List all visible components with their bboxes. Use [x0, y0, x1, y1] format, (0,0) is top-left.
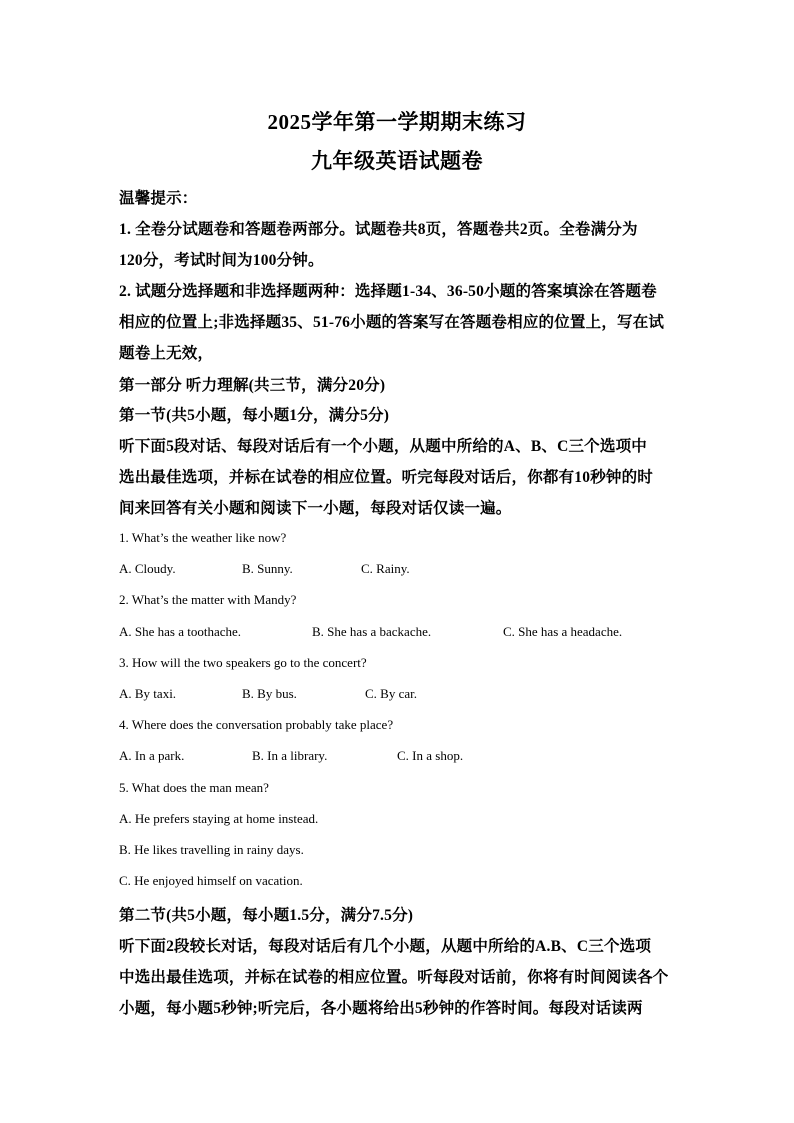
question-4-option-a: A. In a park. [119, 748, 185, 763]
section2-instructions-line2: 中选出最佳选项，并标在试卷的相应位置。听每段对话前，你将有时间阅读各个 [119, 969, 669, 986]
notice-item2-line3: 题卷上无效， [119, 345, 214, 362]
question-2-option-a: A. She has a toothache. [119, 624, 242, 639]
question-1-option-c: C. Rainy. [361, 561, 410, 576]
question-2-option-c: C. She has a headache. [503, 624, 623, 639]
question-1: 1. What’s the weather like now? [119, 530, 287, 545]
question-5-option-a: A. He prefers staying at home instead. [119, 811, 319, 826]
section1-instructions-line1: 听下面5段对话、每段对话后有一个小题，从题中所给的A、B、C三个选项中 [119, 438, 647, 455]
question-4: 4. Where does the conversation probably take place? [119, 717, 394, 732]
question-4-option-c: C. In a shop. [397, 748, 464, 763]
exam-title: 2025学年第一学期期末练习 [267, 110, 527, 134]
question-4-option-b: B. In a library. [252, 748, 328, 763]
question-1-option-a: A. Cloudy. [119, 561, 176, 576]
notice-heading: 温馨提示： [119, 190, 198, 207]
question-3-option-a: A. By taxi. [119, 686, 177, 701]
section1-instructions-line2: 选出最佳选项，并标在试卷的相应位置。听完每段对话后，你都有10秒钟的时 [119, 469, 654, 486]
question-5-option-b: B. He likes travelling in rainy days. [119, 842, 304, 857]
question-2-option-b: B. She has a backache. [312, 624, 432, 639]
question-5: 5. What does the man mean? [119, 780, 269, 795]
section2-heading: 第二节(共5小题，每小题1.5分，满分7.5分) [119, 907, 414, 924]
notice-item1-line1: 1. 全卷分试题卷和答题卷两部分。试题卷共8页，答题卷共2页。全卷满分为 [119, 221, 638, 238]
question-5-option-c: C. He enjoyed himself on vacation. [119, 873, 303, 888]
notice-item2-line1: 2. 试题分选择题和非选择题两种：选择题1-34、36-50小题的答案填涂在答题卷 [119, 283, 657, 300]
question-2: 2. What’s the matter with Mandy? [119, 592, 297, 607]
question-3-option-b: B. By bus. [242, 686, 297, 701]
part1-heading: 第一部分 听力理解(共三节，满分20分) [119, 377, 386, 394]
question-3-option-c: C. By car. [365, 686, 417, 701]
question-1-option-b: B. Sunny. [242, 561, 293, 576]
question-3: 3. How will the two speakers go to the concert? [119, 655, 367, 670]
section2-instructions-line1: 听下面2段较长对话，每段对话后有几个小题，从题中所给的A.B、C三个选项 [119, 938, 652, 955]
section1-heading: 第一节(共5小题，每小题1分，满分5分) [119, 407, 390, 424]
notice-item1-line2: 120分，考试时间为100分钟。 [119, 252, 324, 269]
section1-instructions-line3: 间来回答有关小题和阅读下一小题，每段对话仅读一遍。 [119, 500, 512, 517]
section2-instructions-line3: 小题，每小题5秒钟;听完后，各小题将给出5秒钟的作答时间。每段对话读两 [119, 1000, 643, 1017]
exam-subtitle: 九年级英语试题卷 [311, 149, 483, 173]
notice-item2-line2: 相应的位置上;非选择题35、51-76小题的答案写在答题卷相应的位置上，写在试 [119, 314, 665, 331]
